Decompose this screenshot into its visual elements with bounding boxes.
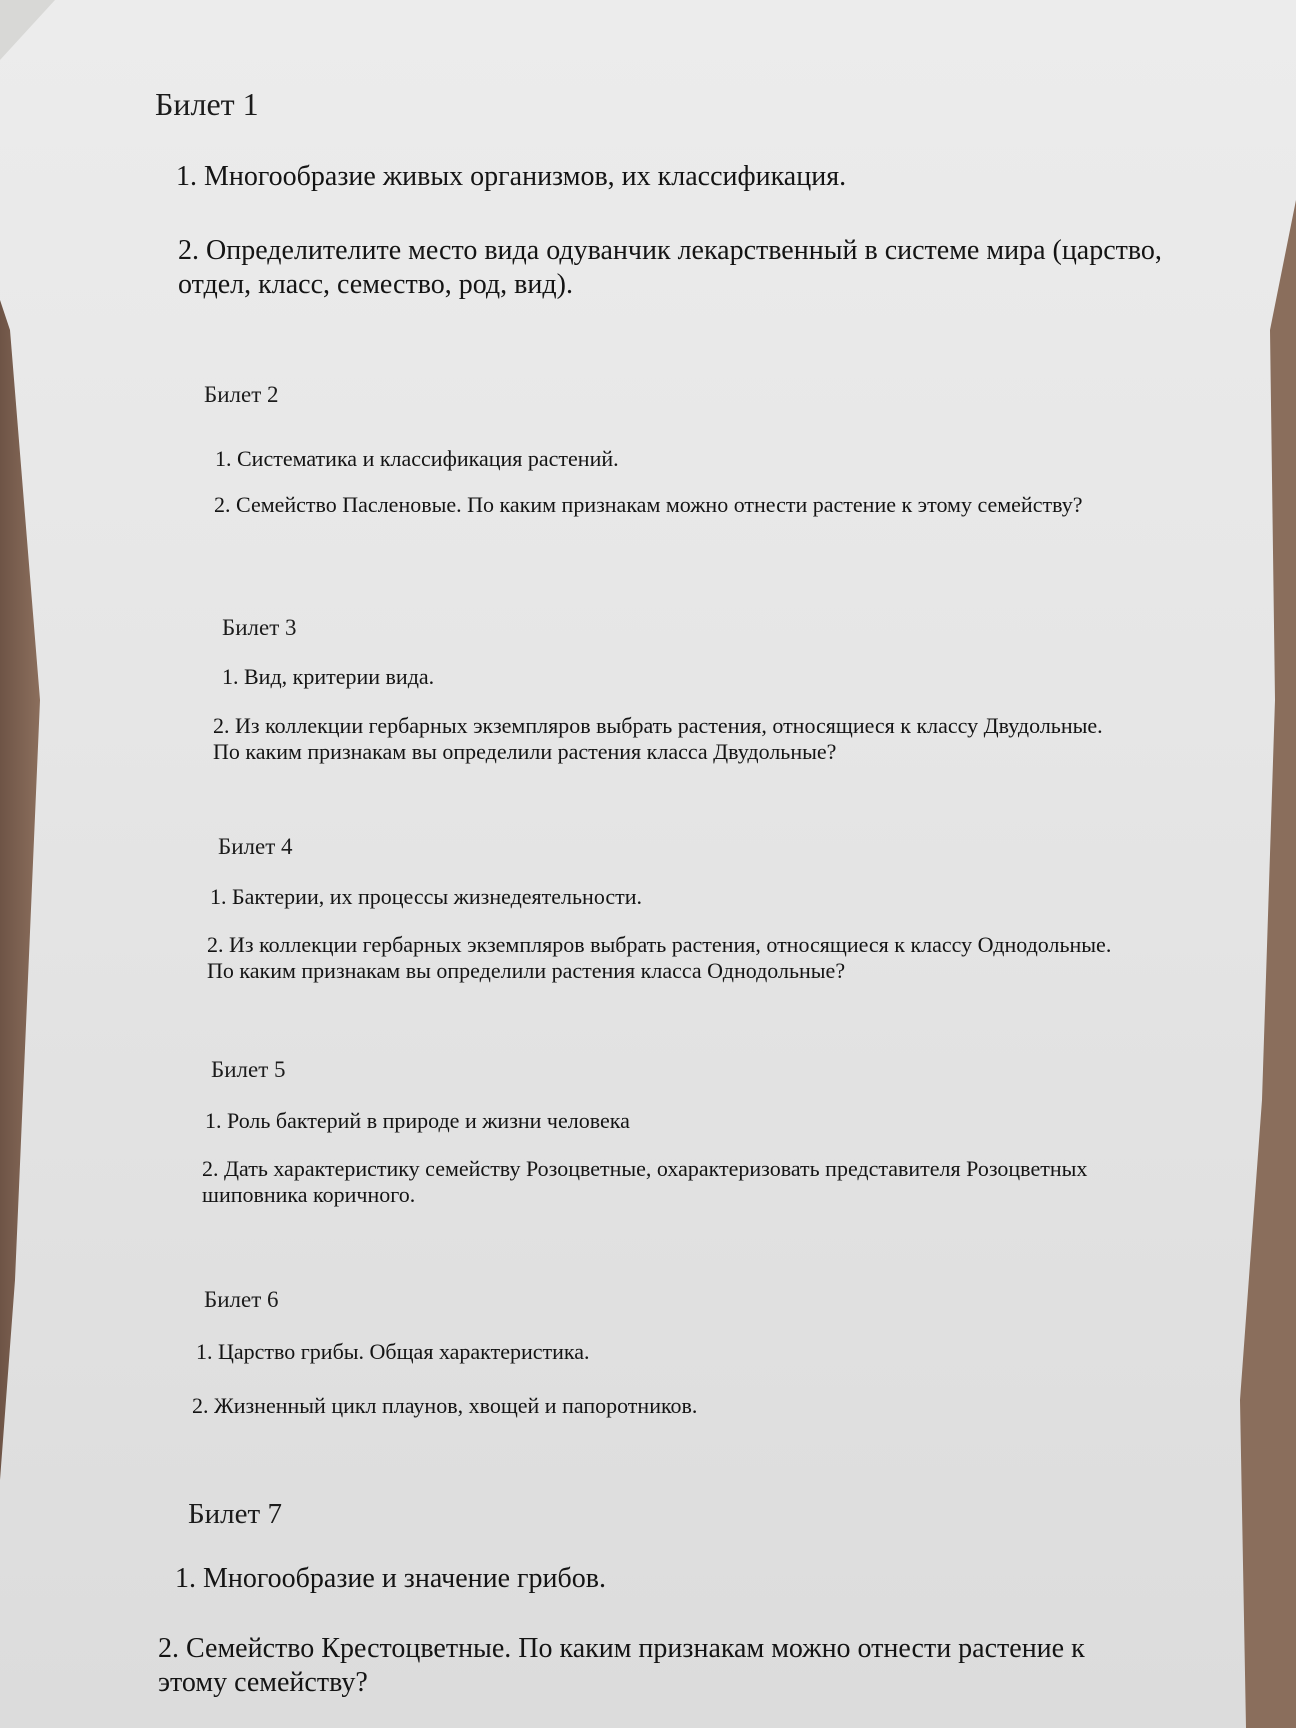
ticket-question: 2. Определителите место вида одуванчик лекарственный в системе мира (царство, отдел, класс, семество, род, вид). <box>178 235 1162 300</box>
ticket-question: 2. Из коллекции гербарных экземпляров выбрать растения, относящиеся к классу Однодольные. По каким признакам вы определили растения класса Однодольные? <box>207 932 1112 984</box>
ticket-question: 2. Дать характеристику семейству Розоцветные, охарактеризовать представителя Розоцветных шиповника коричного. <box>202 1156 1088 1208</box>
ticket-question: 1. Систематика и классификация растений. <box>215 446 619 471</box>
ticket-question: 2. Семейство Крестоцветные. По каким признакам можно отнести растение к этому семейству? <box>158 1633 1085 1698</box>
ticket-title: Билет 4 <box>218 834 293 859</box>
ticket-question: 2. Семейство Пасленовые. По каким признакам можно отнести растение к этому семейству? <box>214 492 1083 517</box>
ticket-title: Билет 3 <box>222 615 297 640</box>
ticket-title: Билет 1 <box>155 86 259 122</box>
ticket-question: 1. Бактерии, их процессы жизнедеятельности. <box>210 884 643 909</box>
ticket-title: Билет 6 <box>204 1287 279 1312</box>
ticket-title: Билет 7 <box>188 1498 282 1530</box>
ticket-question: 1. Многообразие и значение грибов. <box>175 1563 606 1594</box>
ticket-question: 1. Вид, критерии вида. <box>222 664 435 689</box>
ticket-question: 1. Роль бактерий в природе и жизни человека <box>205 1108 630 1133</box>
ticket-question: 2. Из коллекции гербарных экземпляров выбрать растения, относящиеся к классу Двудольные. По каким признакам вы определили растения класса Двудольные? <box>213 713 1103 765</box>
ticket-question: 2. Жизненный цикл плаунов, хвощей и папоротников. <box>192 1393 698 1418</box>
ticket-question: 1. Многообразие живых организмов, их классификация. <box>176 161 847 192</box>
ticket-title: Билет 5 <box>211 1057 286 1082</box>
ticket-question: 1. Царство грибы. Общая характеристика. <box>196 1339 590 1364</box>
ticket-title: Билет 2 <box>204 382 279 407</box>
